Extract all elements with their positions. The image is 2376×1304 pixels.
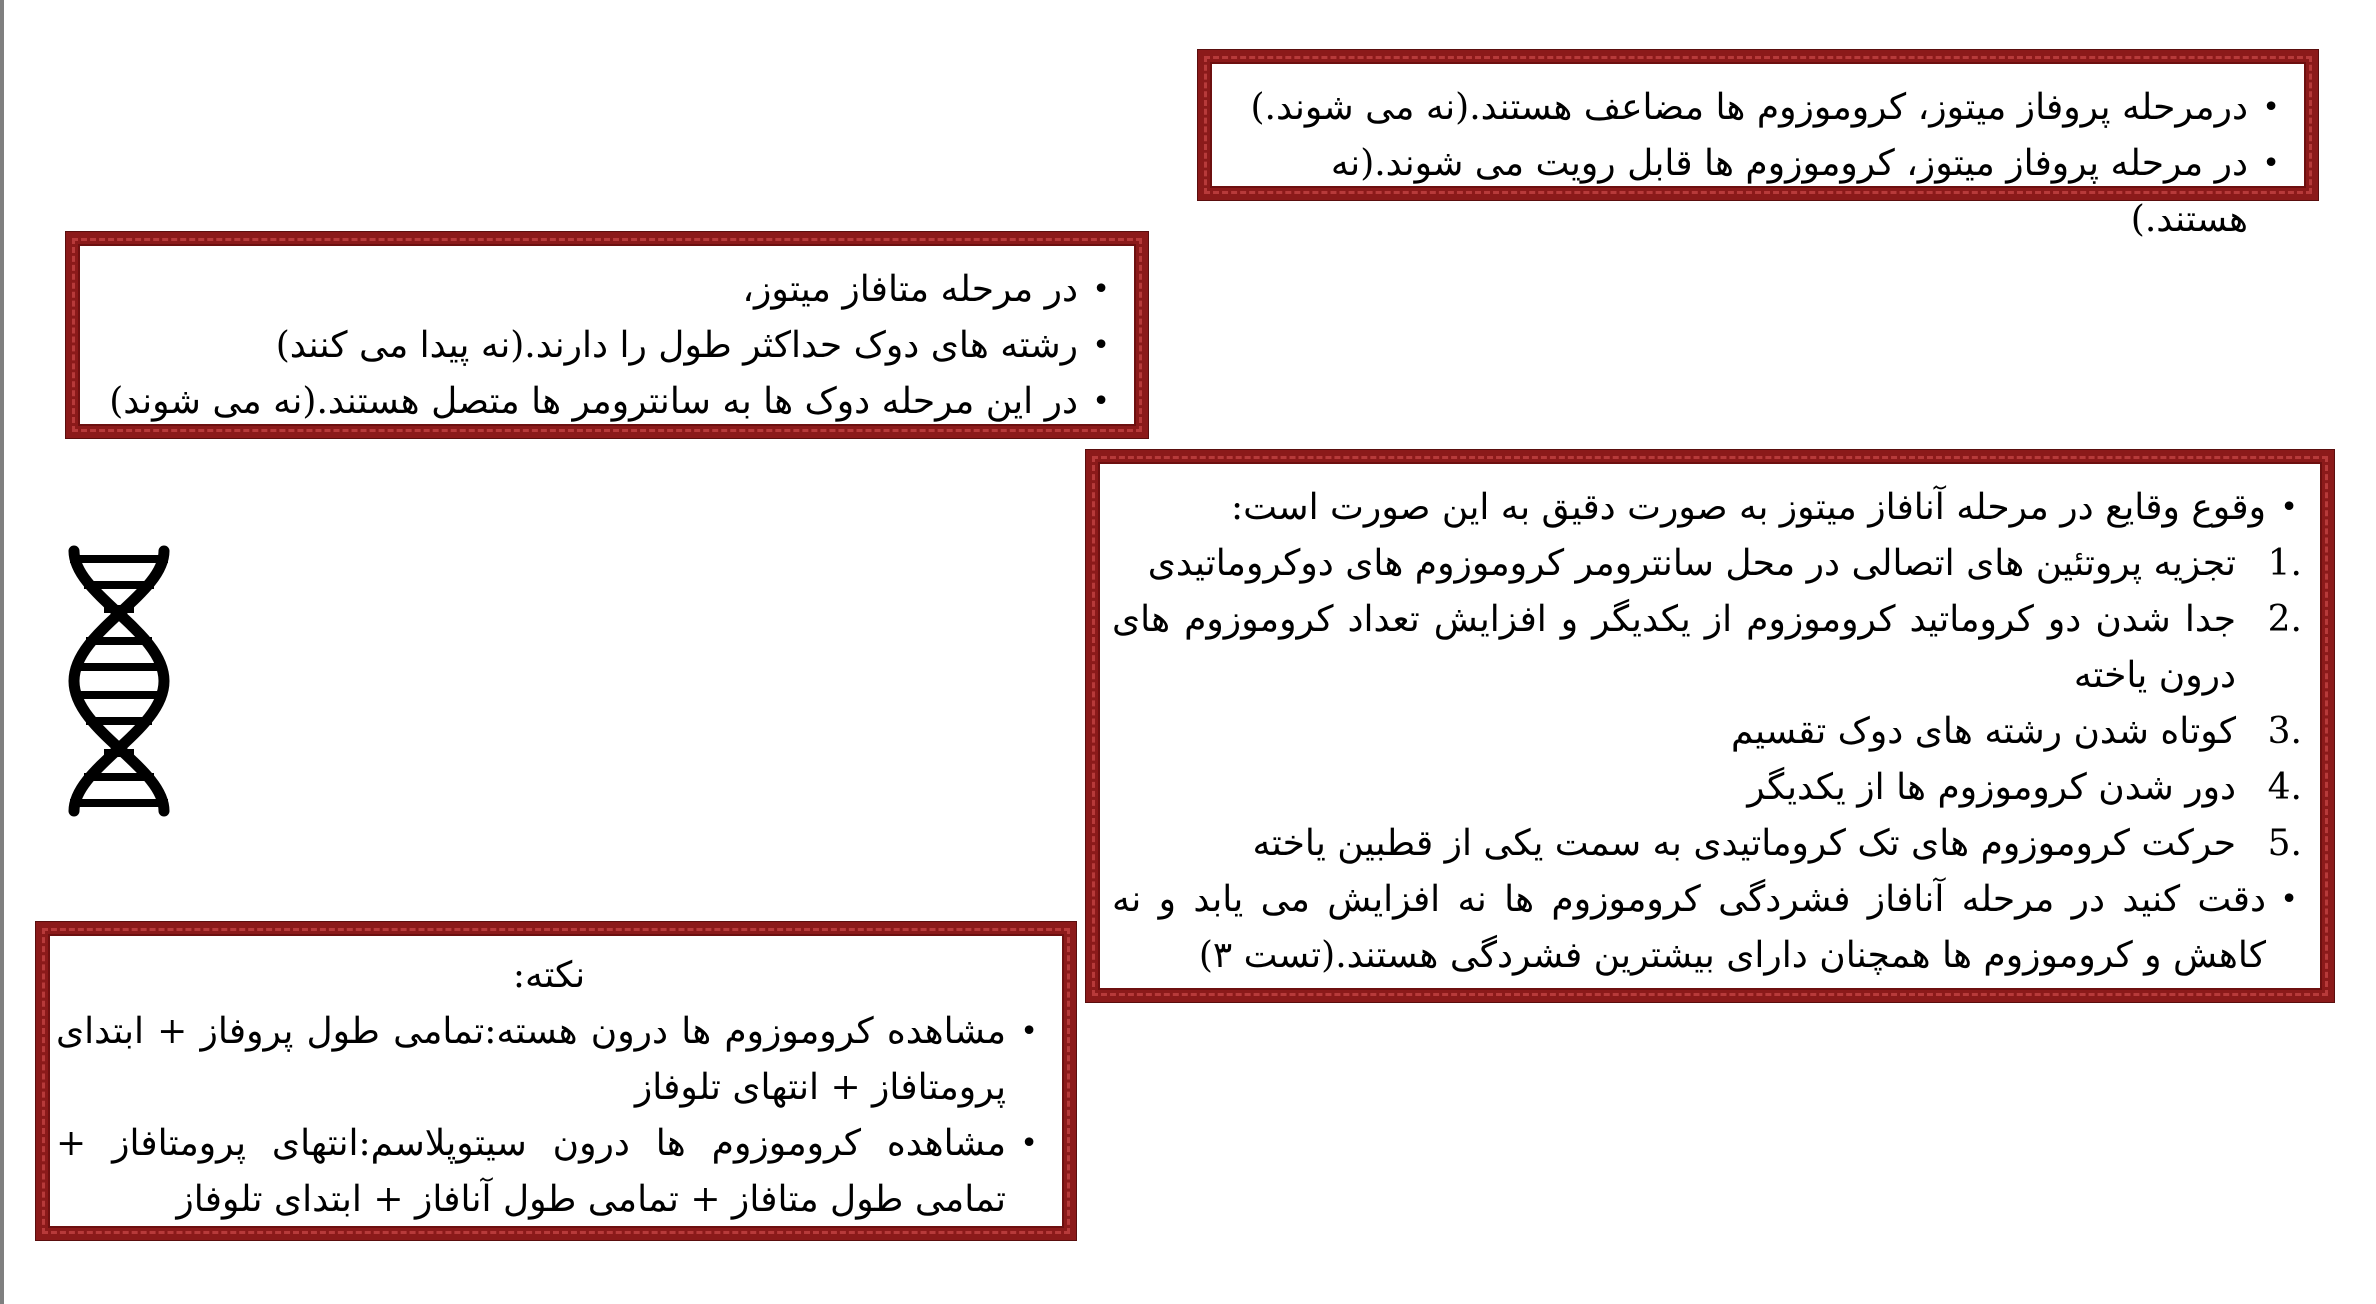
- step-number: 2.: [2267, 599, 2302, 640]
- anaphase-note-list: [1112, 872, 2302, 984]
- list-item: • در مرحله متافاز میتوز،: [100, 262, 1114, 318]
- step-number: 3.: [2267, 711, 2302, 752]
- note-box: [36, 922, 1076, 1240]
- list-item: • در مرحله پروفاز میتوز، کروموزوم ها قابل رویت می شوند.(نه هستند.): [1232, 136, 2284, 248]
- dna-double-helix-icon: [66, 545, 172, 817]
- step-number: 5.: [2267, 823, 2302, 864]
- metaphase-box: [66, 232, 1148, 438]
- list-item: [1112, 760, 2302, 816]
- list-item: • وقوع وقایع در مرحله آنافاز میتوز به صورت دقیق به این صورت است:: [1112, 480, 2302, 536]
- anaphase-intro-list: [1112, 480, 2302, 536]
- note-title: نکته:: [512, 955, 586, 996]
- step-text: دور شدن کروموزوم ها از یکدیگر: [1747, 767, 2236, 808]
- step-number: 4.: [2267, 767, 2302, 808]
- list-item: • مشاهده کروموزوم ها درون هسته:تمامی طول پروفاز + ابتدای پرومتافاز + انتهای تلوفاز: [56, 1004, 1042, 1116]
- list-item: • مشاهده کروموزوم ها درون سیتوپلاسم:انتهای پرومتافاز + تمامی طول متافاز + تمامی طول آنافاز + ابتدای تلوفاز: [56, 1116, 1042, 1228]
- prophase-box: [1198, 50, 2318, 240]
- step-text: کوتاه شدن رشته های دوک تقسیم: [1731, 711, 2236, 752]
- step-text: حرکت کروموزوم های تک کروماتیدی به سمت یکی از قطبین یاخته: [1252, 823, 2236, 864]
- step-text: تجزیه پروتئین های اتصالی در محل سانترومر کروموزوم های دوکروماتیدی: [1147, 543, 2236, 584]
- list-item: • در این مرحله دوک ها به سانترومر ها متصل هستند.(نه می شوند): [100, 374, 1114, 430]
- list-item: [1112, 536, 2302, 592]
- list-item: • دقت کنید در مرحله آنافاز فشردگی کروموزوم ها نه افزایش می یابد و نه کاهش و کروموزوم ها همچنان دارای بیشترین فشردگی هستند.(تست ۳): [1112, 872, 2302, 984]
- list-item: [1112, 592, 2302, 704]
- list-item: [1112, 704, 2302, 760]
- list-item: [1112, 816, 2302, 872]
- list-item: • درمرحله پروفاز میتوز، کروموزوم ها مضاعف هستند.(نه می شوند.): [1232, 80, 2284, 136]
- metaphase-list: [100, 262, 1114, 430]
- prophase-list: [1232, 80, 2284, 248]
- anaphase-steps-list: [1112, 536, 2302, 872]
- anaphase-box: [1086, 450, 2334, 1002]
- list-item: • رشته های دوک حداکثر طول را دارند.(نه پیدا می کنند): [100, 318, 1114, 374]
- step-number: 1.: [2267, 543, 2302, 584]
- note-list: [56, 1004, 1042, 1228]
- step-text: جدا شدن دو کروماتید کروموزوم از یکدیگر و افزایش تعداد کروموزوم های درون یاخته: [1112, 599, 2236, 696]
